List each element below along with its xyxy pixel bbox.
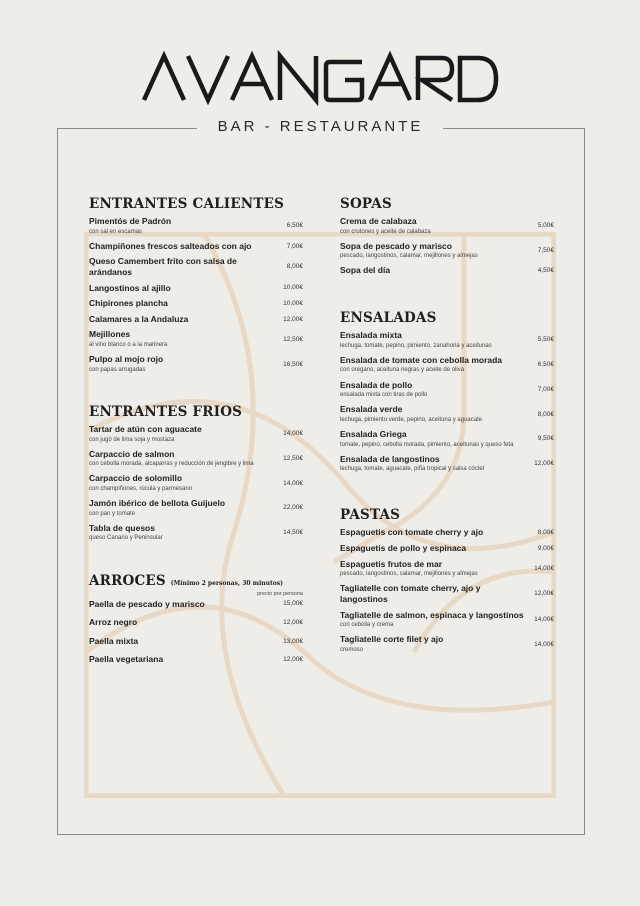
item-name: Arroz negro (89, 617, 138, 628)
item-name: Espaguetis de pollo y espinaca (340, 543, 467, 553)
item-price: 14,50€ (283, 529, 303, 537)
item-price: 6,50€ (286, 222, 303, 230)
item-price: 8,00€ (286, 263, 303, 271)
item-price: 12,00€ (534, 590, 554, 598)
item-desc: tomate, pepino, cebolla morada, pimiento, aceitunas y queso feta (340, 441, 514, 448)
item-price: 12,50€ (283, 335, 303, 343)
item-price: 12,00€ (534, 460, 554, 468)
item-name: Ensalada de langostinos (340, 453, 440, 464)
item-price: 14,00€ (283, 479, 303, 487)
item-name: Tabla de quesos (89, 522, 155, 533)
item-name: Tagliatelle con tomate cherry, ajo y langostinos (340, 583, 481, 604)
section-pastas (340, 507, 554, 654)
item-name: Paella de pescado y marisco (89, 598, 205, 609)
item-name: Ensalada de tomate con cebolla morada (340, 354, 503, 365)
item-name: Queso Camembert frito con salsa de arándanos (89, 256, 237, 277)
item-name: Carpaccio de solomillo (89, 473, 183, 484)
item-name: Crema de calabaza (340, 216, 417, 226)
item-name: Paella mixta (89, 635, 139, 646)
item-name: Sopa de pescado y marisco (340, 240, 452, 251)
item-price: 10,00€ (283, 300, 303, 308)
item-name: Paella vegetariana (89, 654, 164, 665)
section-note: (Mínimo 2 personas, 30 minutos) (170, 579, 284, 587)
menu-item (340, 404, 554, 424)
menu-item (89, 636, 303, 647)
item-name: Chipirones plancha (89, 298, 168, 309)
item-price: 5,00€ (537, 222, 554, 230)
menu-item (340, 241, 554, 261)
item-price: 14,00€ (534, 564, 554, 572)
item-desc: con sal en escamas (89, 228, 143, 235)
item-name: Ensalada verde (340, 404, 403, 415)
menu-item (89, 314, 303, 325)
item-name: Pimentós de Padrón (89, 216, 172, 226)
section-entrantes-frios (89, 404, 303, 543)
menu-item (340, 429, 554, 449)
section-title: ENTRANTES CALIENTES (89, 196, 285, 212)
item-desc: al vino blanco o a la marinera (89, 342, 168, 349)
menu-item (340, 610, 554, 630)
menu-item (340, 583, 554, 604)
avangard-logo-mark (140, 50, 500, 106)
section-title: SOPAS (340, 196, 392, 212)
menu-item (89, 498, 303, 518)
item-desc: con jugó de lima soja y mostaza (89, 436, 175, 443)
item-desc: con papas arrugadas (89, 366, 146, 373)
item-name: Champiñones frescos salteados con ajo (89, 240, 252, 251)
item-name: Carpaccio de salmon (89, 448, 175, 459)
menu-item (89, 354, 303, 374)
menu-item (340, 543, 554, 554)
menu-column-left (89, 196, 303, 677)
menu-item (340, 454, 554, 474)
menu-item (89, 283, 303, 294)
menu-item (340, 216, 554, 236)
section-sopas (340, 196, 554, 276)
menu-item (89, 298, 303, 309)
item-desc: con crutones y aceite de calabaza (340, 228, 431, 235)
menu-item (340, 380, 554, 400)
menu-item (340, 527, 554, 538)
item-price: 14,00€ (534, 615, 554, 623)
menu-item (340, 355, 554, 375)
item-price: 12,00€ (283, 315, 303, 323)
menu-item (89, 216, 303, 236)
menu-item (89, 256, 303, 277)
item-price: 14,00€ (283, 430, 303, 438)
item-desc: con champiñones, rúcula y parmesano (89, 485, 193, 492)
item-price: 12,00€ (283, 656, 303, 664)
menu-item (340, 265, 554, 276)
item-price: 6,50€ (537, 361, 554, 369)
restaurant-subtitle: BAR - RESTAURANTE (210, 118, 432, 135)
item-name: Jamón ibérico de bellota Guijuelo (89, 498, 226, 509)
menu-item (89, 449, 303, 469)
item-name: Tartar de atún con aguacate (89, 423, 202, 434)
item-desc: ensalada mixta con tiras de pollo (340, 392, 428, 399)
item-desc: cremoso (340, 646, 364, 653)
item-price: 12,00€ (283, 618, 303, 626)
menu-item (89, 523, 303, 543)
item-desc: queso Canario y Peninsular (89, 535, 163, 542)
item-price: 9,00€ (537, 544, 554, 552)
item-price: 7,50€ (537, 247, 554, 255)
section-entrantes-calientes (89, 196, 303, 374)
item-price: 8,00€ (537, 410, 554, 418)
item-price: 5,50€ (537, 336, 554, 344)
item-name: Langostinos al ajillo (89, 282, 171, 293)
item-name: Espaguetis frutos de mar (340, 558, 443, 569)
item-name: Mejillones (89, 329, 131, 340)
item-name: Pulpo al mojo rojo (89, 354, 164, 365)
item-price: 8,00€ (537, 529, 554, 537)
section-arroces (89, 573, 303, 666)
menu-item (340, 330, 554, 350)
menu-item (89, 424, 303, 444)
item-price: 16,50€ (283, 360, 303, 368)
price-per-person-note: precio por persona (257, 590, 303, 597)
item-desc: lechuga, tomate, aguacate, piña tropical y salsa cóctel (340, 466, 485, 473)
menu-item (340, 634, 554, 654)
item-desc: con cebolla y crema (340, 622, 394, 629)
menu-item (89, 473, 303, 493)
item-name: Calamares a la Andaluza (89, 313, 189, 324)
item-desc: pescado, langostinos, calamar, mejillones y almejas (340, 571, 478, 578)
item-price: 4,50€ (537, 267, 554, 275)
brand-logo (0, 50, 640, 110)
item-price: 14,00€ (534, 640, 554, 648)
item-name: Espaguetis con tomate cherry y ajo (340, 527, 484, 538)
section-title-text: ARROCES (89, 572, 166, 589)
item-name: Ensalada Griega (340, 428, 407, 439)
menu-item (340, 559, 554, 579)
item-price: 22,00€ (283, 504, 303, 512)
item-price: 15,00€ (283, 600, 303, 608)
section-title (89, 573, 303, 589)
menu-column-right (340, 196, 554, 666)
item-desc: pescado, langostinos, calamar, mejillones y almejas (340, 253, 478, 260)
item-price: 7,00€ (286, 242, 303, 250)
menu-item (89, 617, 303, 628)
section-title: ENTRANTES FRIOS (89, 403, 243, 420)
item-name: Ensalada de pollo (340, 379, 413, 390)
section-ensaladas (340, 310, 554, 473)
item-name: Sopa del día (340, 265, 391, 276)
item-desc: lechuga, pimiento verde, pepino, aceituna y aguacate (340, 416, 483, 423)
item-desc: lechuga, tomate, pepino, pimiento, zanahoria y aceitunas (340, 342, 492, 349)
item-price: 7,00€ (537, 385, 554, 393)
item-desc: con oregano, aceituna negras y aceite de oliva (340, 367, 465, 374)
item-name: Tagliatelle de salmon, espinaca y langostinos (340, 609, 524, 620)
item-price: 10,00€ (283, 284, 303, 292)
menu-item (89, 241, 303, 252)
item-price: 9,50€ (537, 435, 554, 443)
section-title: ENSALADAS (340, 310, 437, 327)
item-desc: con pan y tomate (89, 510, 136, 517)
menu-item (89, 654, 303, 665)
item-price: 13,00€ (283, 637, 303, 645)
section-title: PASTAS (340, 507, 401, 524)
item-desc: con cebolla morada, alcaparras y reducción de jengibre y lima (89, 461, 254, 468)
item-name: Ensalada mixta (340, 330, 402, 341)
item-price: 12,50€ (283, 454, 303, 462)
item-name: Tagliatelle corte filet y ajo (340, 634, 444, 645)
menu-item (89, 599, 303, 610)
menu-item (89, 329, 303, 349)
